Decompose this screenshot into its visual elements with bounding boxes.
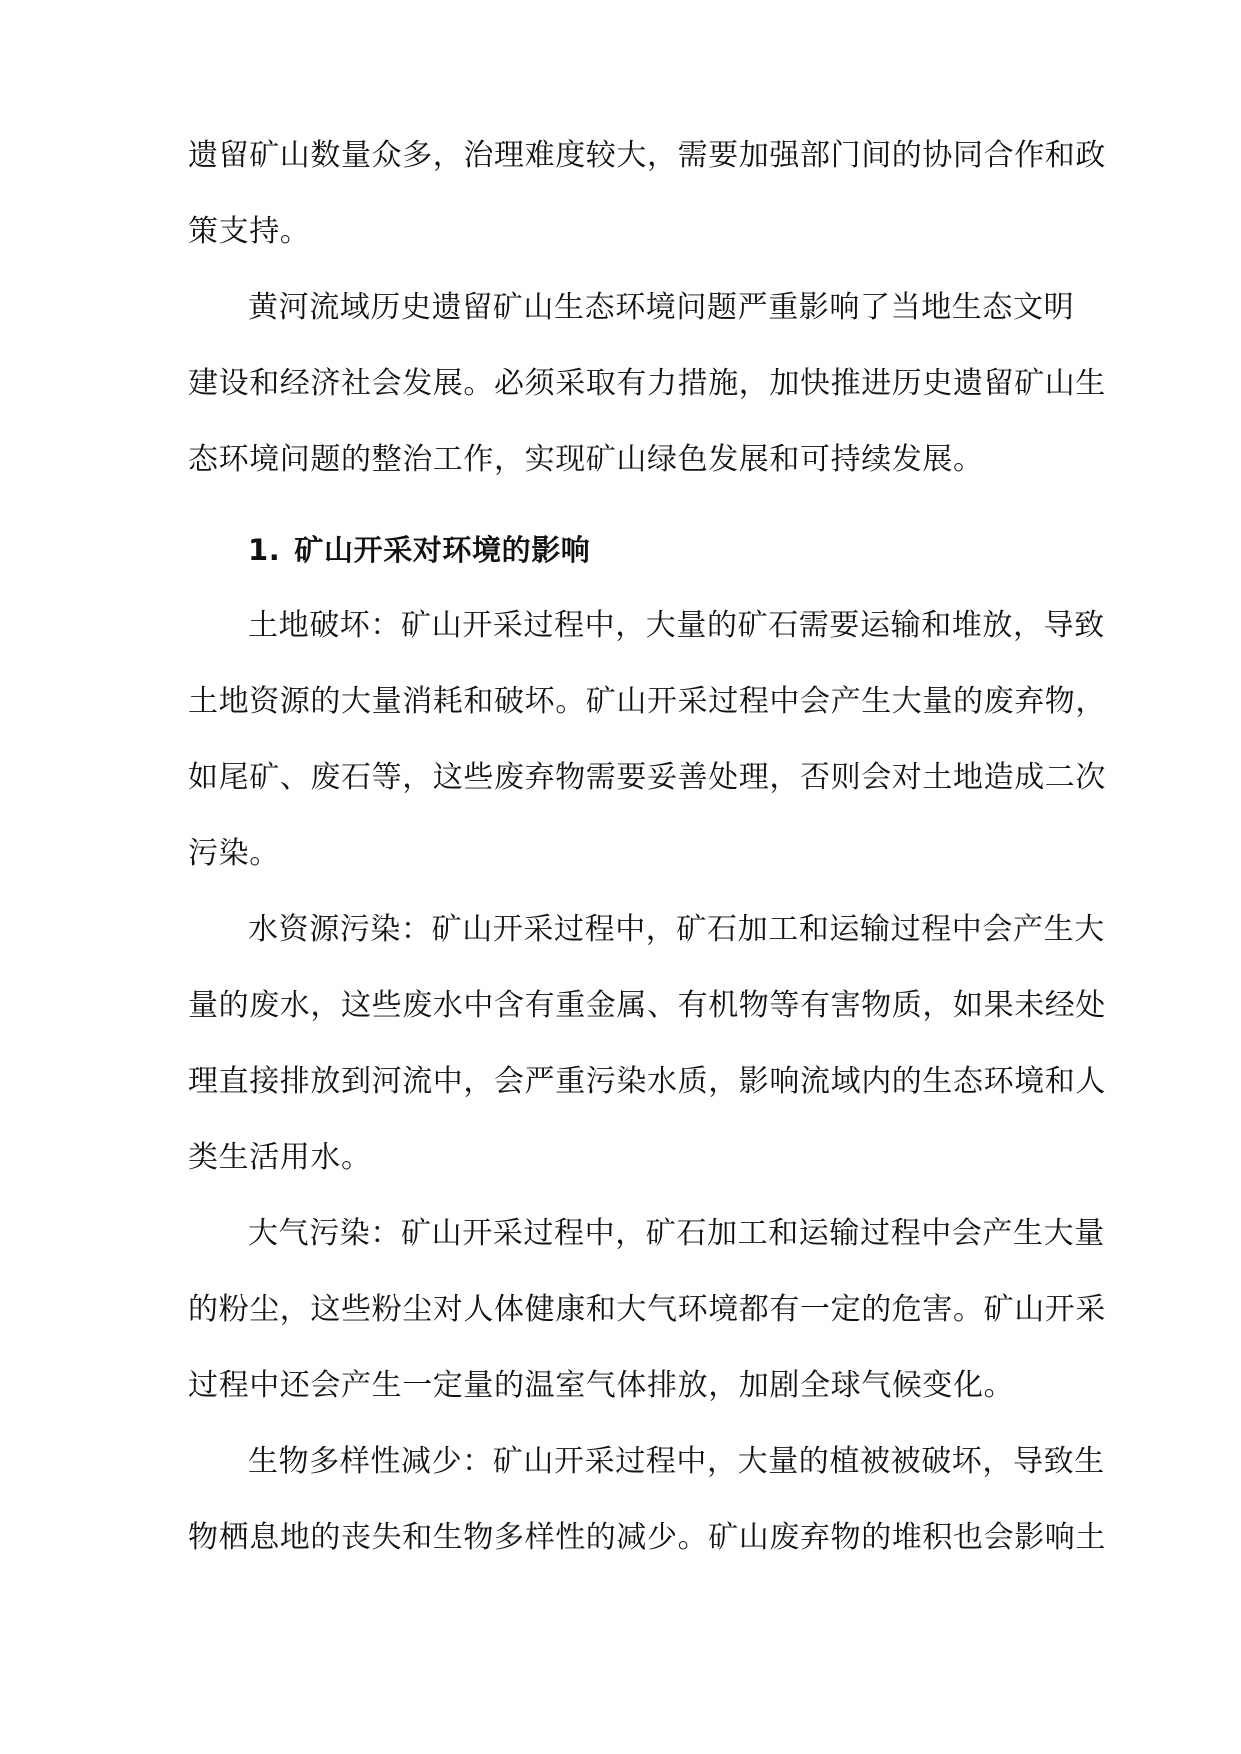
text-line: 过程中还会产生一定量的温室气体排放，加剧全球气候变化。	[188, 1368, 1015, 1403]
text-line: 黄河流域历史遗留矿山生态环境问题严重影响了当地生态文明	[248, 290, 1075, 325]
section-title: 矿山开采对环境的影响	[294, 533, 591, 567]
paragraph-water-pollution	[188, 892, 1106, 1196]
text-line: 态环境问题的整治工作，实现矿山绿色发展和可持续发展。	[188, 442, 984, 477]
paragraph-intro-continuation	[188, 118, 1106, 270]
text-line: 土地破坏：矿山开采过程中，大量的矿石需要运输和堆放，导致	[248, 608, 1105, 643]
section-spacer	[188, 498, 1068, 512]
text-line: 量的废水，这些废水中含有重金属、有机物等有害物质，如果未经处	[188, 988, 1106, 1023]
text-line: 水资源污染：矿山开采过程中，矿石加工和运输过程中会产生大	[248, 912, 1105, 947]
text-line: 遗留矿山数量众多，治理难度较大，需要加强部门间的协同合作和政	[188, 138, 1106, 173]
text-line: 污染。	[188, 836, 280, 871]
text-line: 类生活用水。	[188, 1140, 372, 1175]
text-line: 如尾矿、废石等，这些废弃物需要妥善处理，否则会对土地造成二次	[188, 760, 1106, 795]
paragraph-land-destruction	[188, 588, 1106, 892]
text-line: 的粉尘，这些粉尘对人体健康和大气环境都有一定的危害。矿山开采	[188, 1292, 1106, 1327]
document-body	[188, 118, 1106, 1576]
paragraph-summary	[188, 270, 1106, 498]
text-line: 理直接排放到河流中，会严重污染水质，影响流域内的生态环境和人	[188, 1064, 1106, 1099]
text-line: 大气污染：矿山开采过程中，矿石加工和运输过程中会产生大量	[248, 1216, 1105, 1251]
text-line: 策支持。	[188, 214, 311, 249]
section-heading	[188, 512, 1068, 588]
paragraph-air-pollution	[188, 1196, 1106, 1424]
text-line: 土地资源的大量消耗和破坏。矿山开采过程中会产生大量的废弃物，	[188, 684, 1106, 719]
section-heading-line	[188, 512, 1068, 588]
text-line: 建设和经济社会发展。必须采取有力措施，加快推进历史遗留矿山生	[188, 366, 1106, 401]
text-line: 生物多样性减少：矿山开采过程中，大量的植被被破坏，导致生	[248, 1444, 1105, 1479]
text-line: 物栖息地的丧失和生物多样性的减少。矿山废弃物的堆积也会影响土	[188, 1520, 1106, 1555]
paragraph-biodiversity	[188, 1424, 1106, 1576]
section-number: 1.	[248, 533, 281, 567]
